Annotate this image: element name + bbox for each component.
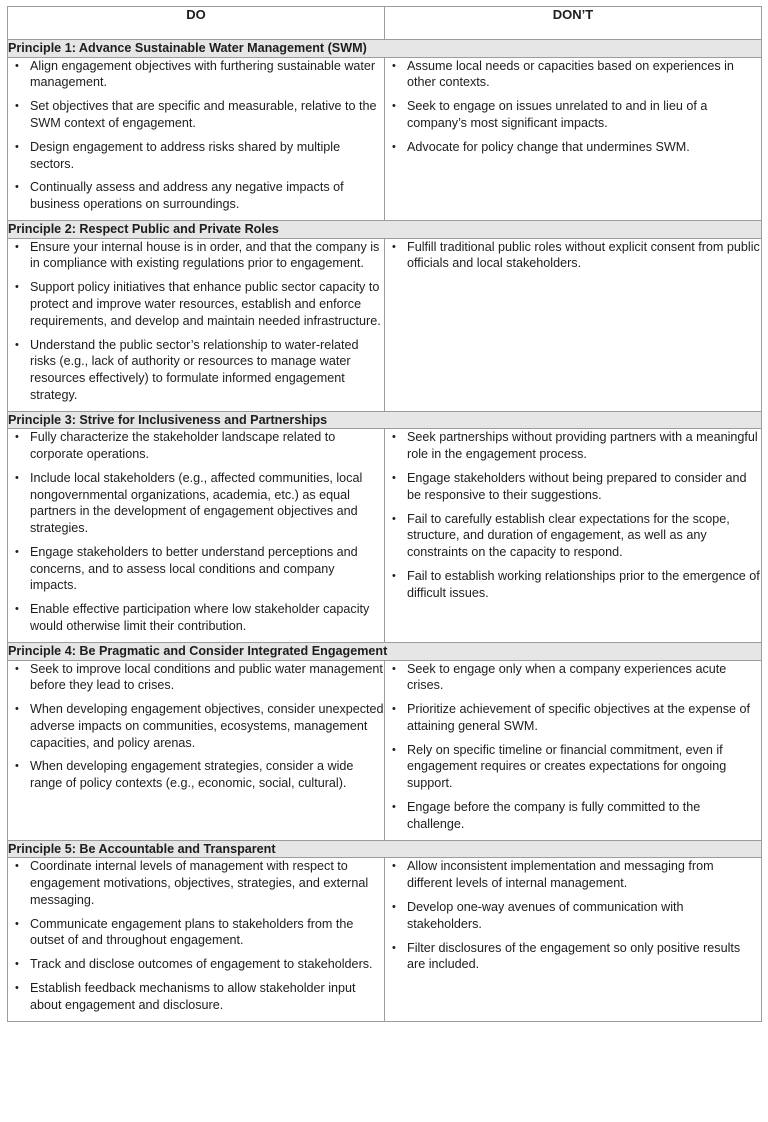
dont-cell	[385, 858, 762, 1021]
dont-cell	[385, 660, 762, 840]
dont-item: • Seek partnerships without providing partners with a meaningful role in the engagement process.	[385, 429, 761, 462]
do-item: • Understand the public sector’s relationship to water-related risks (e.g., lack of authority or resources to manage water resources effectively) to formulate informed engagement strategy.	[8, 337, 384, 404]
do-cell	[8, 429, 385, 642]
dont-cell	[385, 429, 762, 642]
principle-title: Principle 2: Respect Public and Private Roles	[8, 221, 762, 239]
do-list	[8, 58, 384, 213]
dont-item: • Develop one-way avenues of communication with stakeholders.	[385, 899, 761, 932]
do-item: • Support policy initiatives that enhance public sector capacity to protect and improve water resources, establish and enforce requirements, and develop and maintain needed infrastructure.	[8, 279, 384, 329]
column-header-row	[8, 7, 762, 40]
do-item: • Engage stakeholders to better understand perceptions and concerns, and to assess local conditions and company impacts.	[8, 544, 384, 594]
dont-list	[385, 661, 761, 833]
dont-item: • Assume local needs or capacities based on experiences in other contexts.	[385, 58, 761, 91]
do-item: • When developing engagement strategies, consider a wide range of policy contexts (e.g., economic, social, cultural).	[8, 758, 384, 791]
dont-item: • Fail to carefully establish clear expectations for the scope, structure, and duration of engagement, as well as any constraints on the capacity to respond.	[385, 511, 761, 561]
dont-column-header: DON’T	[385, 7, 762, 40]
do-item: • Continually assess and address any negative impacts of business operations on surroundings.	[8, 179, 384, 212]
principle-header-row	[8, 40, 762, 58]
do-item: • Coordinate internal levels of management with respect to engagement motivations, objectives, strategies, and external messaging.	[8, 858, 384, 908]
dont-item: • Allow inconsistent implementation and messaging from different levels of internal management.	[385, 858, 761, 891]
dont-list	[385, 58, 761, 156]
principle-header-row	[8, 221, 762, 239]
do-item: • Set objectives that are specific and measurable, relative to the SWM context of engagement.	[8, 98, 384, 131]
principle-header-row	[8, 840, 762, 858]
dont-item: • Fulfill traditional public roles without explicit consent from public officials and local stakeholders.	[385, 239, 761, 272]
principle-header-row	[8, 411, 762, 429]
principle-content-row	[8, 660, 762, 840]
dont-cell	[385, 238, 762, 411]
dont-item: • Engage stakeholders without being prepared to consider and be responsive to their suggestions.	[385, 470, 761, 503]
principle-content-row	[8, 429, 762, 642]
do-list	[8, 429, 384, 634]
dont-cell	[385, 57, 762, 220]
do-item: • Include local stakeholders (e.g., affected communities, local nongovernmental organizations, academia, etc.) as equal partners in the development of engagement objectives and strategies.	[8, 470, 384, 537]
dont-list	[385, 429, 761, 601]
dont-item: • Seek to engage only when a company experiences acute crises.	[385, 661, 761, 694]
do-list	[8, 239, 384, 404]
principle-title: Principle 5: Be Accountable and Transparent	[8, 840, 762, 858]
do-dont-table	[7, 6, 762, 1022]
dont-item: • Seek to engage on issues unrelated to and in lieu of a company’s most significant impacts.	[385, 98, 761, 131]
do-item: • Enable effective participation where low stakeholder capacity would otherwise limit their contribution.	[8, 601, 384, 634]
do-list	[8, 858, 384, 1013]
dont-item: • Filter disclosures of the engagement so only positive results are included.	[385, 940, 761, 973]
do-item: • When developing engagement objectives, consider unexpected adverse impacts on communities, ecosystems, management capacities, and policy arenas.	[8, 701, 384, 751]
dont-item: • Prioritize achievement of specific objectives at the expense of attaining general SWM.	[385, 701, 761, 734]
do-list	[8, 661, 384, 792]
principle-header-row	[8, 642, 762, 660]
do-item: • Communicate engagement plans to stakeholders from the outset of and throughout engagement.	[8, 916, 384, 949]
dont-item: • Advocate for policy change that undermines SWM.	[385, 139, 761, 156]
principle-content-row	[8, 238, 762, 411]
do-item: • Align engagement objectives with furthering sustainable water management.	[8, 58, 384, 91]
principle-content-row	[8, 858, 762, 1021]
dont-item: • Fail to establish working relationships prior to the emergence of difficult issues.	[385, 568, 761, 601]
do-cell	[8, 660, 385, 840]
do-cell	[8, 238, 385, 411]
dont-item: • Rely on specific timeline or financial commitment, even if engagement requires or creates expectations for ongoing support.	[385, 742, 761, 792]
do-column-header: DO	[8, 7, 385, 40]
do-item: • Establish feedback mechanisms to allow stakeholder input about engagement and disclosure.	[8, 980, 384, 1013]
dont-list	[385, 858, 761, 973]
do-cell	[8, 57, 385, 220]
dont-list	[385, 239, 761, 272]
principle-title: Principle 1: Advance Sustainable Water Management (SWM)	[8, 40, 762, 58]
principle-title: Principle 3: Strive for Inclusiveness and Partnerships	[8, 411, 762, 429]
principle-content-row	[8, 57, 762, 220]
principle-title: Principle 4: Be Pragmatic and Consider Integrated Engagement	[8, 642, 762, 660]
do-item: • Track and disclose outcomes of engagement to stakeholders.	[8, 956, 384, 973]
do-cell	[8, 858, 385, 1021]
do-item: • Design engagement to address risks shared by multiple sectors.	[8, 139, 384, 172]
table-body	[8, 40, 762, 1022]
do-item: • Ensure your internal house is in order, and that the company is in compliance with existing regulations prior to engagement.	[8, 239, 384, 272]
do-item: • Fully characterize the stakeholder landscape related to corporate operations.	[8, 429, 384, 462]
dont-item: • Engage before the company is fully committed to the challenge.	[385, 799, 761, 832]
do-item: • Seek to improve local conditions and public water management before they lead to crises.	[8, 661, 384, 694]
